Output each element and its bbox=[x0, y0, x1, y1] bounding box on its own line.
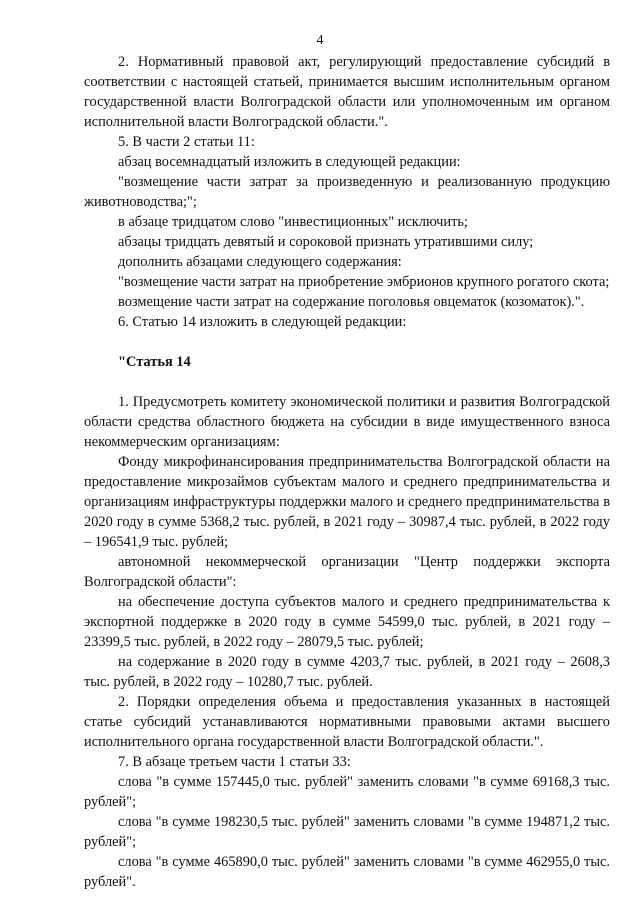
paragraph: 6. Статью 14 изложить в следующей редакции: bbox=[118, 314, 407, 330]
article-paragraph: на обеспечение доступа субъектов малого и среднего предпринимательства к экспортной поддержке в 2020 году в сумме 54599,0 тыс. рублей, в 2021 году – 23399,5 тыс. рублей, в 2022 году – 28079,5 тыс. рублей; bbox=[84, 594, 610, 650]
paragraph: в абзаце тридцатом слово "инвестиционных" исключить; bbox=[118, 214, 468, 230]
article-paragraph: на содержание в 2020 году в сумме 4203,7 тыс. рублей, в 2021 году – 2608,3 тыс. рублей, в 2022 году – 10280,7 тыс. рублей. bbox=[84, 654, 610, 690]
paragraph: возмещение части затрат на содержание поголовья овцематок (козоматок).". bbox=[118, 294, 585, 310]
paragraph: "возмещение части затрат за произведенную и реализованную продукцию животноводства;"; bbox=[84, 174, 610, 210]
document-body bbox=[84, 52, 610, 892]
page-number: 4 bbox=[316, 33, 324, 48]
paragraph: абзацы тридцать девятый и сороковой признать утратившими силу; bbox=[118, 234, 534, 250]
article-paragraph: 2. Порядки определения объема и предоставления указанных в настоящей статье субсидий устанавливаются нормативными правовыми актами высшего исполнительного органа государственной власти Волгоградской области.". bbox=[84, 694, 610, 750]
paragraph: "возмещение части затрат на приобретение эмбрионов крупного рогатого скота; bbox=[118, 274, 610, 290]
paragraph: дополнить абзацами следующего содержания: bbox=[118, 254, 402, 270]
paragraph: 5. В части 2 статьи 11: bbox=[118, 134, 255, 150]
article-paragraph: слова "в сумме 157445,0 тыс. рублей" заменить словами "в сумме 69168,3 тыс. рублей"; bbox=[84, 774, 610, 810]
article-paragraph: Фонду микрофинансирования предпринимательства Волгоградской области на предоставление микрозаймов субъектам малого и среднего предпринимательства и организациям инфраструктуры поддержки малого и среднего предпринимательства в 2020 году в сумме 5368,2 тыс. рублей, в 2021 году – 30987,4 тыс. рублей, в 2022 году – 196541,9 тыс. рублей; bbox=[84, 454, 610, 550]
paragraph: 2. Нормативный правовой акт, регулирующий предоставление субсидий в соответствии с настоящей статьей, принимается высшим исполнительным органом государственной власти Волгоградской области или уполномоченным им органом исполнительной власти Волгоградской области.". bbox=[84, 54, 610, 130]
paragraph: абзац восемнадцатый изложить в следующей редакции: bbox=[118, 154, 461, 170]
article-paragraph: слова "в сумме 198230,5 тыс. рублей" заменить словами "в сумме 194871,2 тыс. рублей"; bbox=[84, 814, 610, 850]
article-paragraph: 1. Предусмотреть комитету экономической политики и развития Волгоградской области средства областного бюджета на субсидии в виде имущественного взноса некоммерческим организациям: bbox=[84, 394, 610, 450]
article-heading: "Статья 14 bbox=[118, 354, 191, 370]
article-paragraph: автономной некоммерческой организации "Центр поддержки экспорта Волгоградской области": bbox=[84, 554, 610, 590]
article-paragraph: 7. В абзаце третьем части 1 статьи 33: bbox=[118, 754, 351, 770]
article-paragraph: слова "в сумме 465890,0 тыс. рублей" заменить словами "в сумме 462955,0 тыс. рублей". bbox=[84, 854, 610, 890]
